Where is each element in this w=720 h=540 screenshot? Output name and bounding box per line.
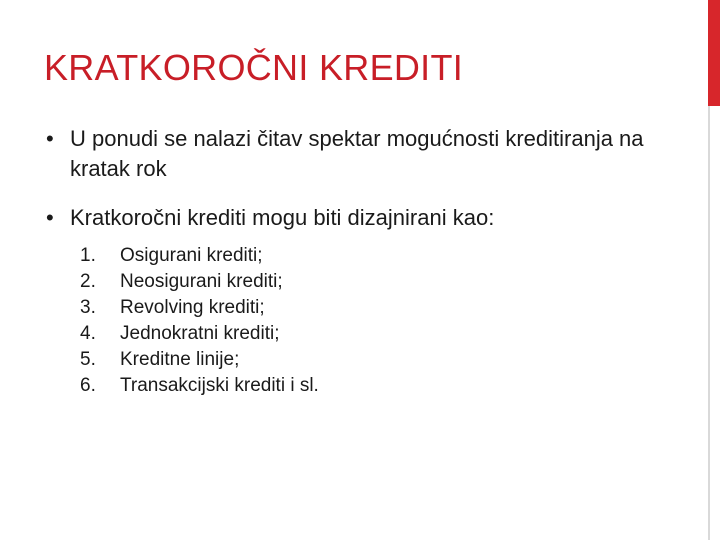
- bullet-text: Kratkoročni krediti mogu biti dizajnirani kao:: [70, 205, 495, 230]
- bullet-text: U ponudi se nalazi čitav spektar mogućnosti kreditiranja na kratak rok: [70, 126, 644, 181]
- list-number: 3.: [80, 297, 96, 318]
- list-number: 6.: [80, 375, 96, 396]
- numbered-list: [44, 243, 684, 399]
- list-number: 2.: [80, 271, 96, 292]
- accent-bar: [708, 0, 720, 106]
- slide-title: KRATKOROČNI KREDITI: [44, 47, 464, 88]
- bullet-item: [44, 124, 684, 184]
- accent-divider: [708, 106, 710, 540]
- bullet-marker: •: [46, 126, 54, 151]
- list-item: [44, 347, 684, 373]
- list-number: 5.: [80, 349, 96, 370]
- list-item-text: Kreditne linije;: [120, 349, 240, 370]
- list-item-text: Neosigurani krediti;: [120, 271, 283, 292]
- list-number: 1.: [80, 245, 96, 266]
- slide-content: [44, 124, 684, 399]
- list-item: [44, 243, 684, 269]
- list-item: [44, 321, 684, 347]
- list-item-text: Revolving krediti;: [120, 297, 265, 318]
- list-item-text: Transakcijski krediti i sl.: [120, 375, 319, 396]
- list-item-text: Jednokratni krediti;: [120, 323, 280, 344]
- list-number: 4.: [80, 323, 96, 344]
- list-item-text: Osigurani krediti;: [120, 245, 263, 266]
- list-item: [44, 269, 684, 295]
- bullet-item: [44, 203, 684, 233]
- bullet-marker: •: [46, 205, 54, 230]
- list-item: [44, 295, 684, 321]
- list-item: [44, 373, 684, 399]
